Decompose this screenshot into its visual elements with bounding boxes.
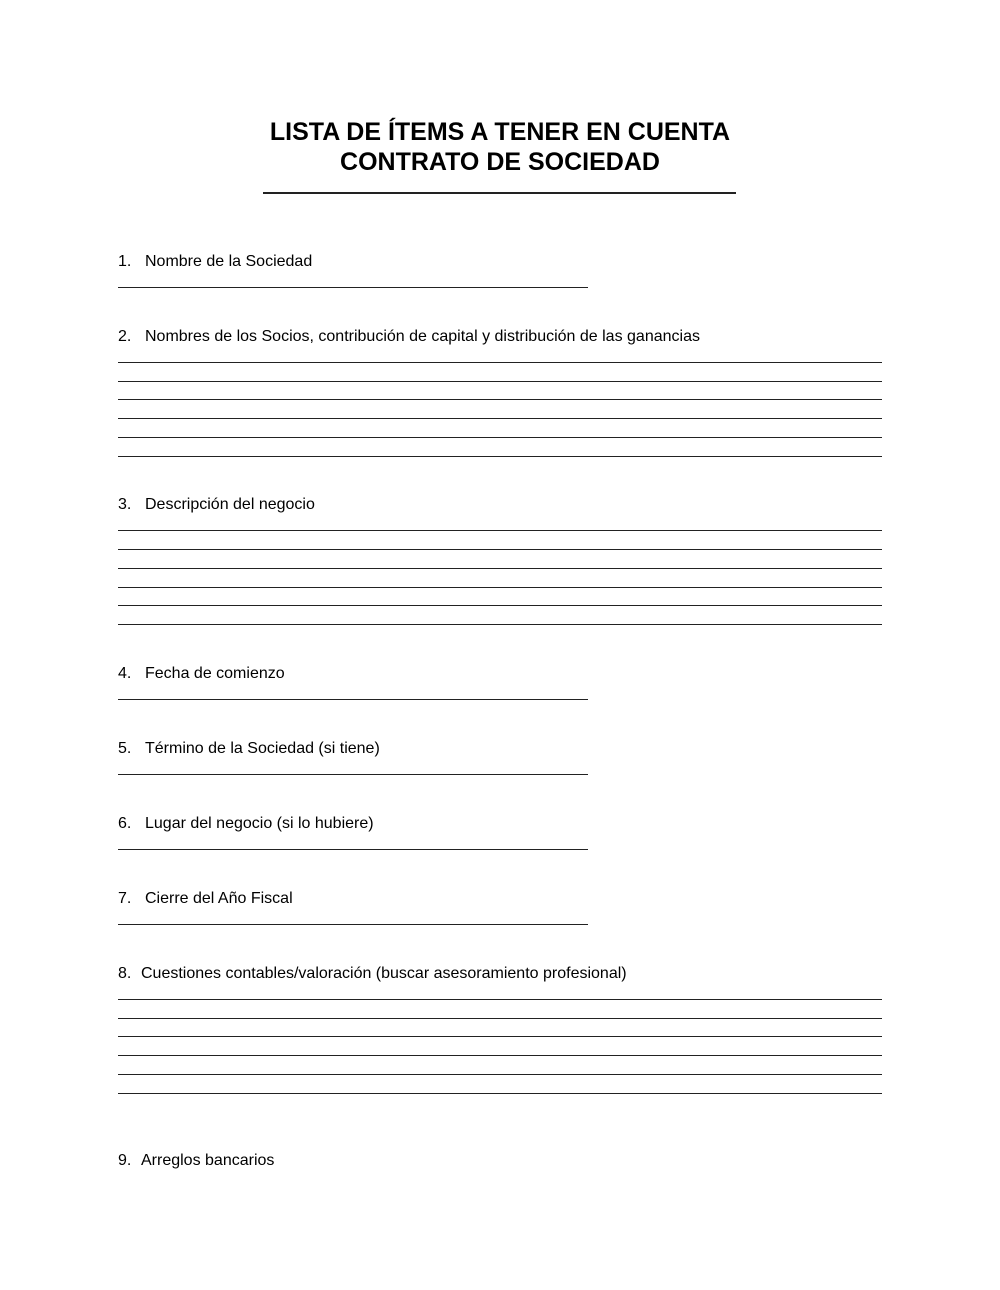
item-5-label	[118, 739, 380, 759]
item-3-answer-line[interactable]	[118, 549, 882, 550]
item-4-answer-line[interactable]	[118, 699, 588, 700]
item-8-answer-line[interactable]	[118, 1018, 882, 1019]
item-text: Lugar del negocio (si lo hubiere)	[145, 815, 374, 832]
item-3-answer-line[interactable]	[118, 605, 882, 606]
item-text: Cuestiones contables/valoración (buscar asesoramiento profesional)	[141, 965, 627, 982]
title-line-2: CONTRATO DE SOCIEDAD	[340, 148, 660, 176]
item-8-answer-line[interactable]	[118, 1036, 882, 1037]
item-2-answer-line[interactable]	[118, 418, 882, 419]
item-7-label	[118, 889, 293, 909]
item-text: Término de la Sociedad (si tiene)	[145, 740, 380, 757]
item-8-answer-line[interactable]	[118, 1055, 882, 1056]
item-text: Nombre de la Sociedad	[145, 253, 313, 270]
item-6-label	[118, 814, 374, 834]
item-3-answer-line[interactable]	[118, 587, 882, 588]
item-text: Nombres de los Socios, contribución de capital y distribución de las ganancias	[145, 328, 700, 345]
item-number: 6.	[118, 815, 132, 832]
item-8-answer-line[interactable]	[118, 999, 882, 1000]
item-number: 9.	[118, 1152, 132, 1169]
item-1-answer-line[interactable]	[118, 287, 588, 288]
item-text: Fecha de comienzo	[145, 665, 285, 682]
item-number: 4.	[118, 665, 132, 682]
item-2-answer-line[interactable]	[118, 456, 882, 457]
item-2-answer-line[interactable]	[118, 399, 882, 400]
item-number: 3.	[118, 496, 132, 513]
item-8-answer-line[interactable]	[118, 1093, 882, 1094]
item-number: 2.	[118, 328, 132, 345]
item-2-label	[118, 327, 700, 347]
item-text: Cierre del Año Fiscal	[145, 890, 293, 907]
item-6-answer-line[interactable]	[118, 849, 588, 850]
item-3-label	[118, 495, 315, 515]
item-number: 1.	[118, 253, 132, 270]
item-5-answer-line[interactable]	[118, 774, 588, 775]
item-7-answer-line[interactable]	[118, 924, 588, 925]
item-number: 5.	[118, 740, 132, 757]
item-3-answer-line[interactable]	[118, 568, 882, 569]
item-3-answer-line[interactable]	[118, 530, 882, 531]
item-number: 7.	[118, 890, 132, 907]
item-9-label	[118, 1151, 274, 1171]
title-underline	[263, 192, 736, 194]
item-text: Descripción del negocio	[145, 496, 315, 513]
item-2-answer-line[interactable]	[118, 437, 882, 438]
item-2-answer-line[interactable]	[118, 381, 882, 382]
item-1-label	[118, 252, 312, 272]
item-8-label	[118, 964, 627, 984]
item-4-label	[118, 664, 285, 684]
item-8-answer-line[interactable]	[118, 1074, 882, 1075]
item-number: 8.	[118, 965, 132, 982]
item-2-answer-line[interactable]	[118, 362, 882, 363]
title-line-1: LISTA DE ÍTEMS A TENER EN CUENTA	[269, 118, 731, 146]
item-text: Arreglos bancarios	[141, 1152, 275, 1169]
item-3-answer-line[interactable]	[118, 624, 882, 625]
